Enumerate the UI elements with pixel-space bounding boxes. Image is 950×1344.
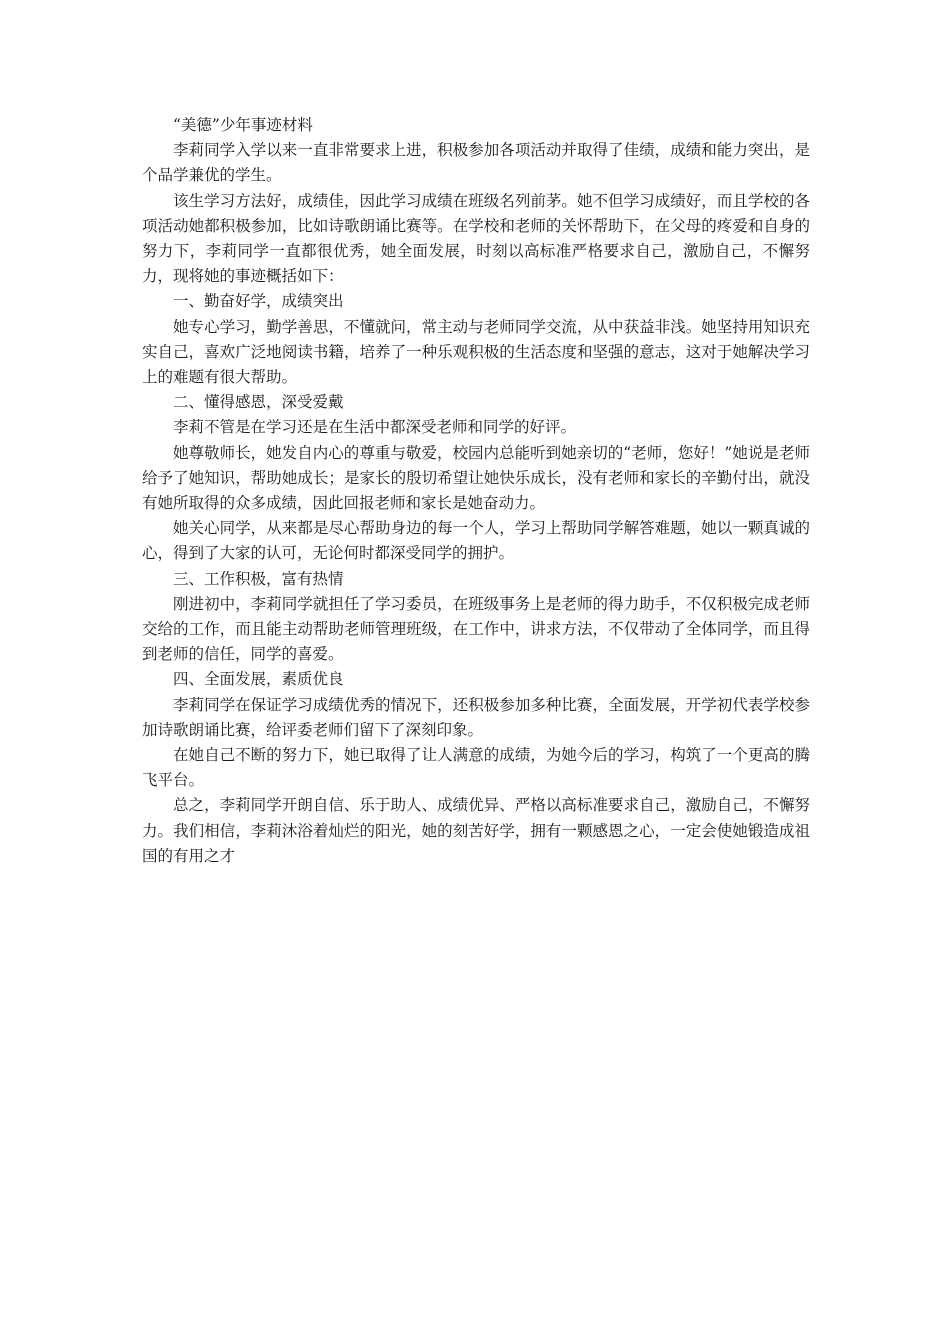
paragraph: 她专心学习，勤学善思，不懂就问，常主动与老师同学交流，从中获益非浅。她坚持用知识充实自己，喜欢广泛地阅读书籍，培养了一种乐观积极的生活态度和坚强的意志，这对于她解决学习上的难题有很大帮助。 [142, 317, 810, 387]
paragraph: 总之，李莉同学开朗自信、乐于助人、成绩优异、严格以高标准要求自己，激励自己，不懈努力。我们相信，李莉沐浴着灿烂的阳光，她的刻苦好学，拥有一颗感恩之心，一定会使她锻造成祖国的有用之才 [142, 796, 810, 865]
section-heading: 三、工作积极，富有热情 [173, 569, 344, 588]
paragraph: 该生学习方法好，成绩佳，因此学习成绩在班级名列前茅。她不但学习成绩好，而且学校的各项活动她都积极参加，比如诗歌朗诵比赛等。在学校和老师的关怀帮助下，在父母的疼爱和自身的努力下，李莉同学一直都很优秀，她全面发展，时刻以高标准严格要求自己，激励自己，不懈努力，现将她的事迹概括如下： [142, 191, 810, 286]
section-heading: 一、勤奋好学，成绩突出 [173, 292, 344, 311]
paragraph: 李莉同学入学以来一直非常要求上进，积极参加各项活动并取得了佳绩，成绩和能力突出，是个品学兼优的学生。 [142, 141, 810, 185]
document-title: “美德”少年事迹材料 [173, 116, 313, 134]
paragraph: 李莉不管是在学习还是在生活中都深受老师和同学的好评。 [173, 418, 577, 437]
document-page [142, 113, 810, 869]
paragraph: 李莉同学在保证学习成绩优秀的情况下，还积极参加多种比赛，全面发展，开学初代表学校参加诗歌朗诵比赛，给评委老师们留下了深刻印象。 [142, 695, 810, 739]
paragraph: 在她自己不断的努力下，她已取得了让人满意的成绩，为她今后的学习，构筑了一个更高的腾飞平台。 [142, 746, 810, 790]
section-heading: 二、懂得感恩，深受爱戴 [173, 393, 344, 412]
paragraph: 她尊敬师长，她发自内心的尊重与敬爱，校园内总能听到她亲切的“老师，您好！”她说是老师给予了她知识，帮助她成长；是家长的殷切希望让她快乐成长，没有老师和家长的辛勤付出，就没有她所取得的众多成绩，因此回报老师和家长是她奋动力。 [142, 443, 810, 513]
paragraph: 她关心同学，从来都是尽心帮助身边的每一个人，学习上帮助同学解答难题，她以一颗真诚的心，得到了大家的认可，无论何时都深受同学的拥护。 [142, 519, 810, 563]
section-heading: 四、全面发展，素质优良 [173, 670, 344, 689]
paragraph: 刚进初中，李莉同学就担任了学习委员，在班级事务上是老师的得力助手，不仅积极完成老师交给的工作，而且能主动帮助老师管理班级，在工作中，讲求方法，不仅带动了全体同学，而且得到老师的信任，同学的喜爱。 [142, 594, 810, 664]
